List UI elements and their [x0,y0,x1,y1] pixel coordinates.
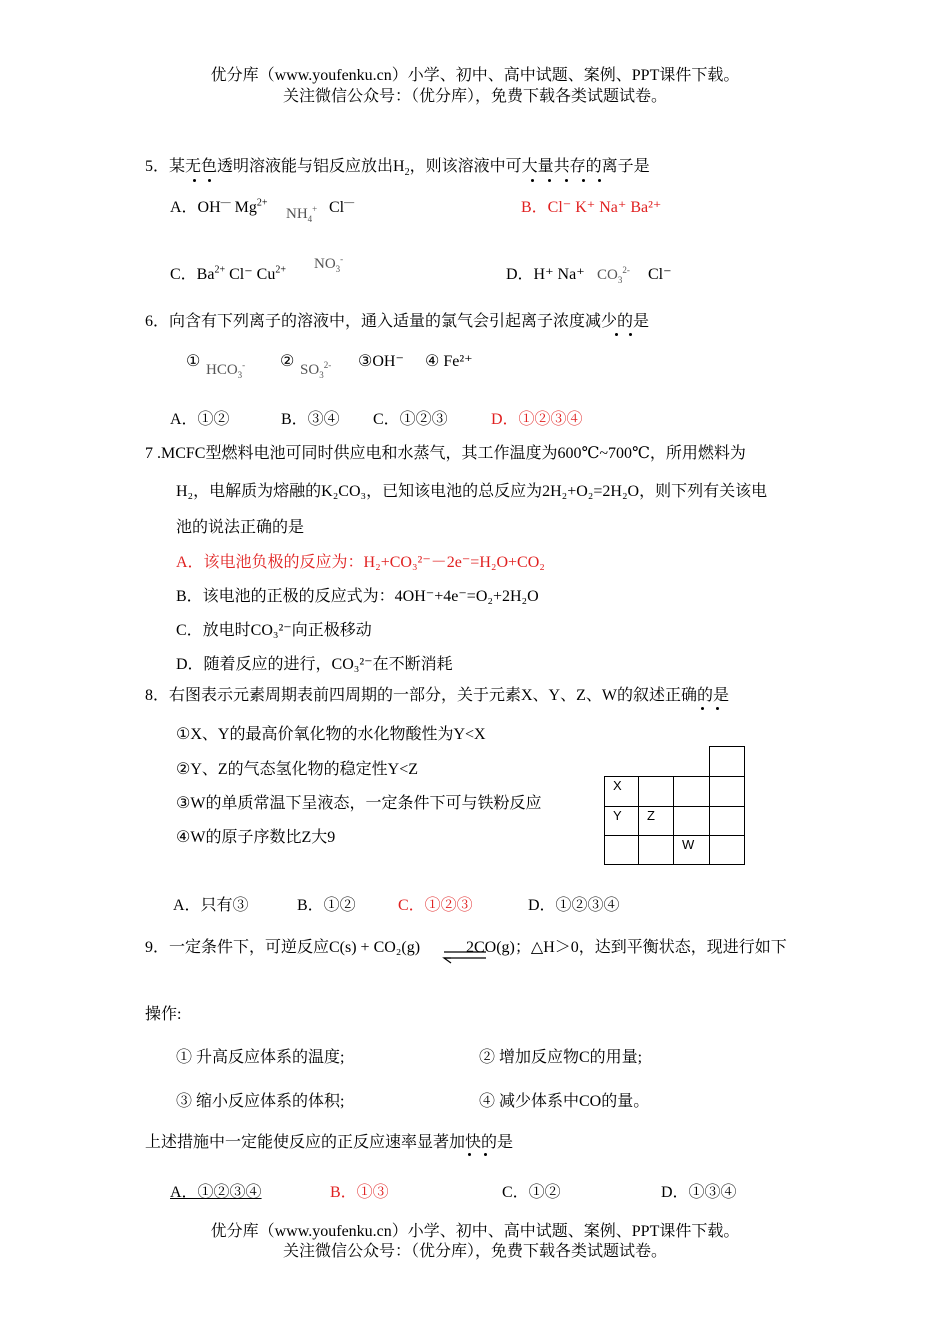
co3-ion: $CO_3^{2-}$ [597,265,630,285]
q8-option-b: B．①② [297,897,356,914]
q6-item-1: ① [186,353,201,370]
q8-option-c: C．①②③ [398,897,473,914]
table-cell [673,806,710,836]
q9-operation-2: ② 增加反应物C的用量; [479,1049,643,1066]
emphasis-dot [548,179,551,182]
table-cell [604,835,639,865]
hco3-ion: $HCO_3^-$ [206,360,246,380]
nh4-ion: $NH_4^+$ [286,204,318,224]
q5-option-d: D．H⁺ Na⁺ [506,266,585,283]
footer-line-1: 优分库（www.youfenku.cn）小学、初中、高中试题、案例、PPT课件下载。 [210,1223,740,1240]
q7-stem-line-3: 池的说法正确的是 [176,519,305,536]
table-cell [673,776,710,807]
footer-line-2: 关注微信公众号：（优分库），免费下载各类试题试卷。 [282,1243,667,1260]
emphasis-dot [565,179,568,182]
q9-question: 上述措施中一定能使反应的正反应速率显著加快的是 [145,1134,514,1151]
q8-statement-4: ④W的原子序数比Z大9 [176,829,336,846]
q8-statement-3: ③W的单质常温下呈液态，一定条件下可与铁粉反应 [176,795,542,812]
table-cell [638,835,674,865]
q5-option-a: A．OH— $Mg^{2+}$ [170,197,268,216]
emphasis-dot [582,179,585,182]
table-cell [709,746,745,777]
emphasis-dot [629,333,632,336]
emphasis-dot [484,1153,487,1156]
emphasis-dot [208,179,211,182]
q8-stem: 8．右图表示元素周期表前四周期的一部分，关于元素X、Y、Z、W的叙述正确的是 [145,687,729,704]
table-cell [638,776,674,807]
header-line-1: 优分库（www.youfenku.cn）小学、初中、高中试题、案例、PPT课件下载。 [210,67,740,84]
emphasis-dot [701,707,704,710]
q5-option-c: C．$Ba^{2+}$ Cl⁻ $Cu^{2+}$ [170,264,286,283]
emphasis-dot [716,707,719,710]
q6-option-b: B．③④ [281,411,340,428]
table-cell [709,806,745,836]
table-cell-z: Z [638,806,674,836]
periodic-table-fragment [604,746,745,865]
header-line-2: 关注微信公众号：（优分库），免费下载各类试题试卷。 [282,88,667,105]
q9-stem-line-2: 操作: [145,1006,182,1023]
so3-ion: $SO_3^{2-}$ [300,360,332,380]
table-cell-w: W [673,835,710,865]
emphasis-dot [598,179,601,182]
q6-item-3: ③OH⁻ [358,353,404,370]
q7-stem-line-1: 7 .MCFC型燃料电池可同时供应电和水蒸气，其工作温度为600℃~700℃，所用燃料为 [145,445,746,462]
q8-option-a: A．只有③ [173,897,249,914]
emphasis-dot [468,1153,471,1156]
q9-operation-3: ③ 缩小反应体系的体积; [176,1093,345,1110]
table-cell [709,776,745,807]
q6-option-a: A．①② [170,411,230,428]
emphasis-dot [615,333,618,336]
q5-option-a-cl: Cl— [329,197,355,216]
q7-option-c: C．放电时CO₃²⁻向正极移动 [176,622,372,639]
q6-option-d: D．①②③④ [491,411,583,428]
q9-option-a: A．①②③④ [170,1184,262,1201]
q6-option-c: C．①②③ [373,411,448,428]
q8-statement-2: ②Y、Z的气态氢化物的稳定性Y<Z [176,761,419,778]
q8-statement-1: ①X、Y的最高价氧化物的水化物酸性为Y<X [176,726,486,743]
q9-stem-b: 2CO(g)；△H＞0，达到平衡状态，现进行如下 [466,939,787,956]
q9-option-b: B．①③ [330,1184,389,1201]
q5-option-b: B．Cl⁻ K⁺ Na⁺ Ba²⁺ [521,199,662,216]
emphasis-dot [193,179,196,182]
q6-item-2: ② [280,353,295,370]
table-cell-x: X [604,776,639,807]
q9-option-d: D．①③④ [661,1184,737,1201]
table-cell-y: Y [604,806,639,836]
q7-option-d: D．随着反应的进行，CO₃²⁻在不断消耗 [176,656,453,673]
q6-item-4: ④ Fe²⁺ [425,353,473,370]
emphasis-dot [531,179,534,182]
q5-option-d-cl: Cl⁻ [648,266,672,283]
no3-ion: $NO_3^-$ [314,254,344,274]
q9-operation-1: ① 升高反应体系的温度; [176,1049,345,1066]
q7-option-a: A．该电池负极的反应为：H₂+CO₃²⁻－2e⁻=H₂O+CO₂ [176,554,545,571]
table-cell [709,835,745,865]
q9-option-c: C．①② [502,1184,561,1201]
q9-operation-4: ④ 减少体系中CO的量。 [479,1093,650,1110]
q5-stem: 5．某无色透明溶液能与铝反应放出$H_2$，则该溶液中可大量共存的离子是 [145,158,650,179]
q9-stem-a: 9．一定条件下，可逆反应C(s) + CO₂(g) [145,939,421,956]
q8-option-d: D．①②③④ [528,897,620,914]
q6-stem: 6．向含有下列离子的溶液中，通入适量的氯气会引起离子浓度减少的是 [145,313,650,330]
q7-stem-line-2: H₂，电解质为熔融的K₂CO₃，已知该电池的总反应为2H₂+O₂=2H₂O，则下列有关该电 [176,483,768,500]
q7-option-b: B．该电池的正极的反应式为：4OH⁻+4e⁻=O₂+2H₂O [176,588,539,605]
